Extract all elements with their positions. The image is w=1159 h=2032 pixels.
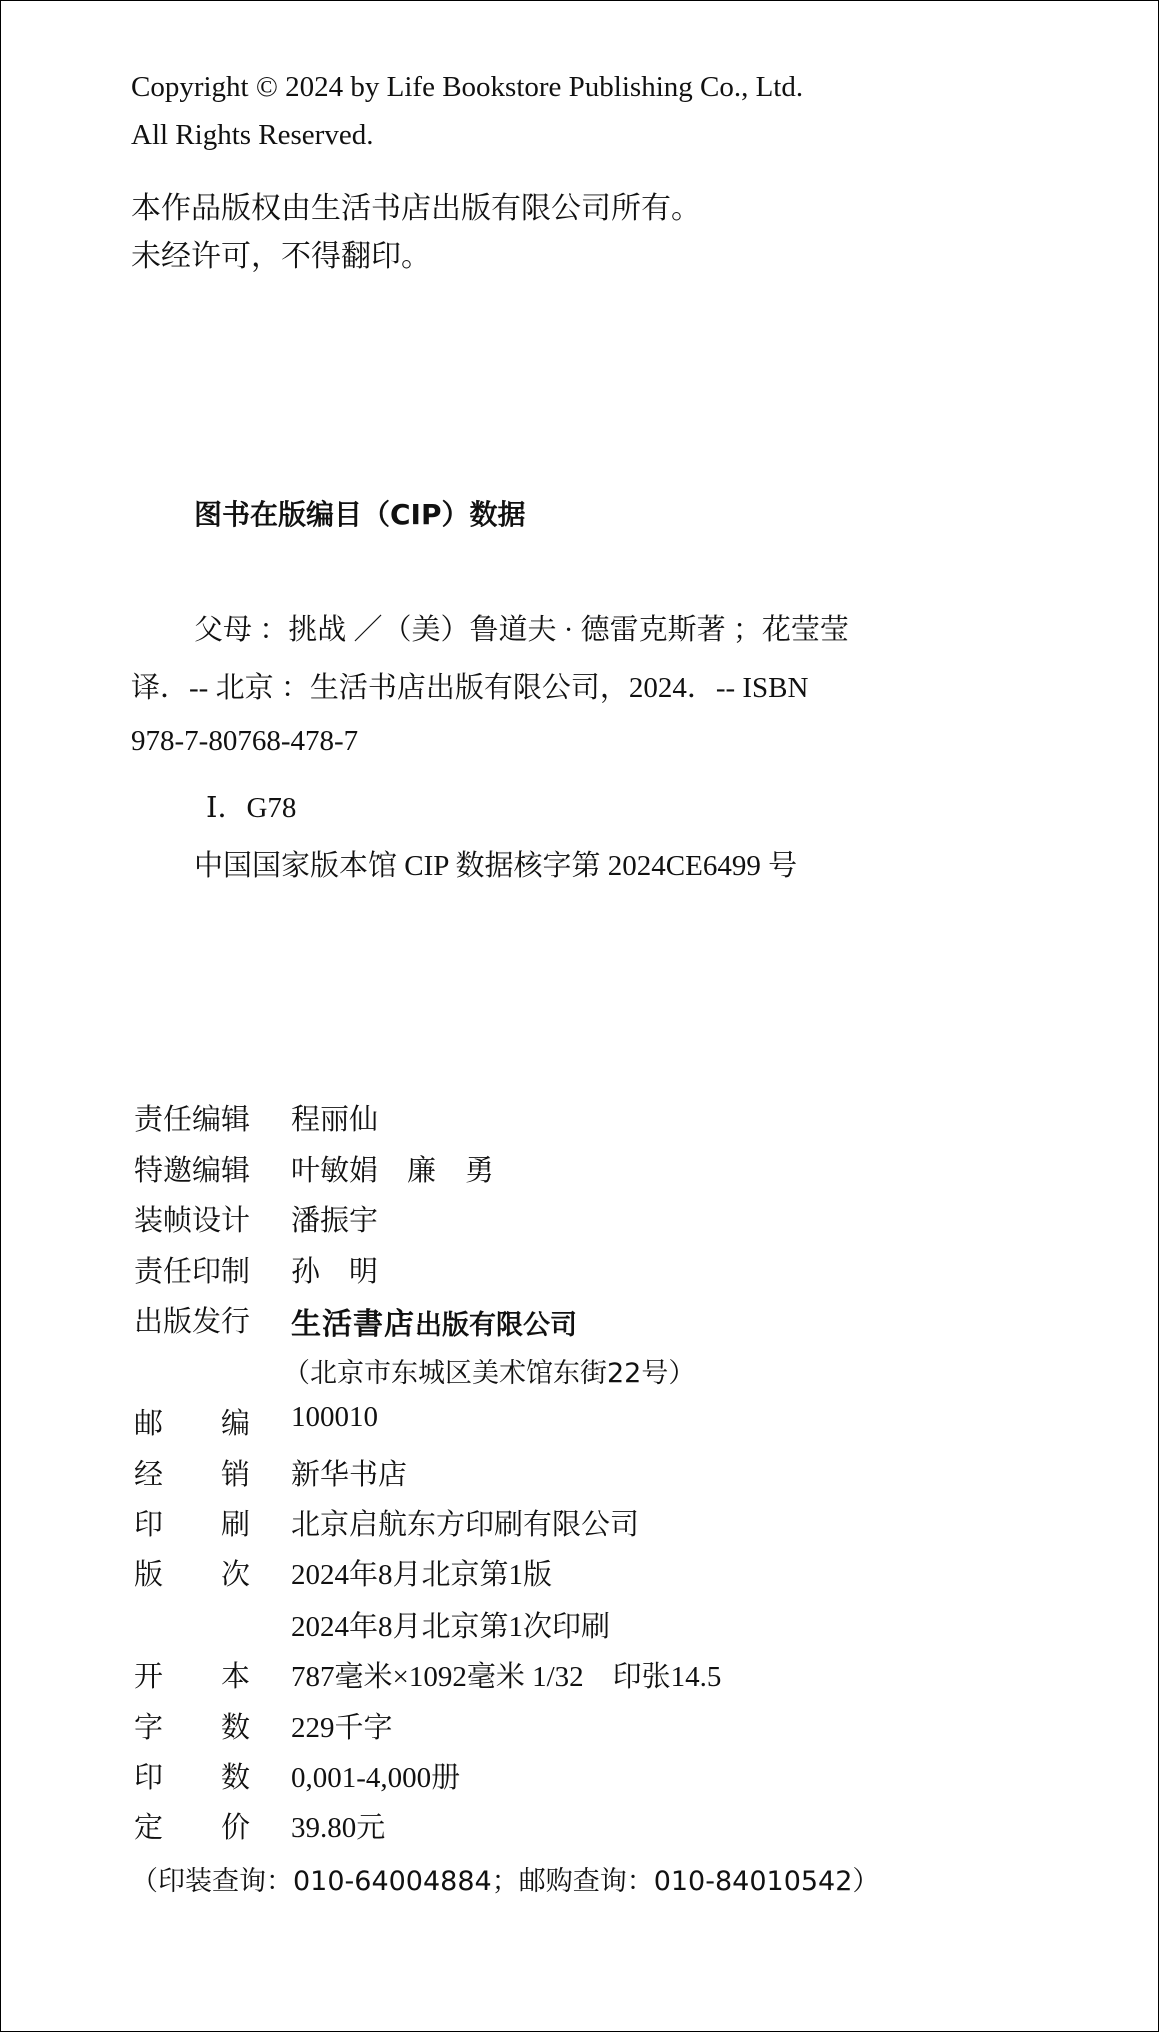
cn-no-reprint-line: 未经许可，不得翻印。 [131, 240, 431, 273]
publisher-label: 出版发行 [134, 1304, 251, 1338]
detail-row-label: 印 数 [134, 1760, 251, 1794]
detail-row-value: 北京启航东方印刷有限公司 [291, 1509, 640, 1541]
cip-line-4: Ⅰ．G78 [206, 792, 297, 824]
cn-copyright-line: 本作品版权由生活书店出版有限公司所有。 [131, 192, 701, 225]
rights-reserved-line: All Rights Reserved. [131, 119, 374, 151]
inquiry-line: （印装查询：010-64004884；邮购查询：010-84010542） [131, 1866, 880, 1897]
credit-row-value: 孙 明 [291, 1256, 379, 1288]
detail-row-value: 新华书店 [291, 1459, 408, 1491]
publisher-name-rest: 出版有限公司 [415, 1310, 577, 1341]
credit-row-label: 责任印制 [134, 1254, 251, 1288]
credit-row-value: 程丽仙 [291, 1104, 379, 1136]
credit-row-label: 装帧设计 [134, 1203, 251, 1237]
detail-row-value: 787毫米×1092毫米 1/32 印张14.5 [291, 1661, 722, 1693]
detail-row-label: 邮 编 [134, 1406, 251, 1440]
credit-row-label: 责任编辑 [134, 1102, 251, 1136]
cip-line-2: 译．-- 北京 ：生活书店出版有限公司，2024．-- ISBN [131, 672, 809, 704]
detail-row-label: 印 刷 [134, 1507, 251, 1541]
detail-row-label: 开 本 [134, 1659, 251, 1693]
detail-row-label: 字 数 [134, 1710, 251, 1744]
credit-row-value: 叶敏娟 廉 勇 [291, 1155, 495, 1187]
detail-row-value: 2024年8月北京第1版 [291, 1559, 553, 1591]
credit-row-value: 潘振宇 [291, 1205, 379, 1237]
credit-row-label: 特邀编辑 [134, 1153, 251, 1187]
cip-line-5: 中国国家版本馆 CIP 数据核字第 2024CE6499 号 [194, 850, 798, 882]
detail-row-value: 0,001-4,000册 [291, 1762, 461, 1794]
copyright-line: Copyright © 2024 by Life Bookstore Publishing Co., Ltd. [131, 71, 804, 103]
cip-title: 图书在版编目（CIP）数据 [194, 498, 526, 531]
detail-row-value: 100010 [291, 1401, 378, 1433]
detail-row-value: 2024年8月北京第1次印刷 [291, 1611, 611, 1643]
cip-line-3: 978-7-80768-478-7 [131, 725, 359, 757]
publisher-value [291, 1299, 577, 1343]
detail-row-value: 39.80元 [291, 1812, 386, 1844]
detail-row-label: 经 销 [134, 1457, 251, 1491]
cip-line-1: 父母 ：挑战 ／（美）鲁道夫 · 德雷克斯著 ；花莹莹 [194, 614, 849, 646]
detail-row-label: 版 次 [134, 1557, 251, 1591]
publisher-address: （北京市东城区美术馆东街22号） [283, 1358, 696, 1389]
detail-row-value: 229千字 [291, 1712, 393, 1744]
detail-row-label: 定 价 [134, 1810, 251, 1844]
publisher-logo: 生活書店 [291, 1307, 415, 1342]
